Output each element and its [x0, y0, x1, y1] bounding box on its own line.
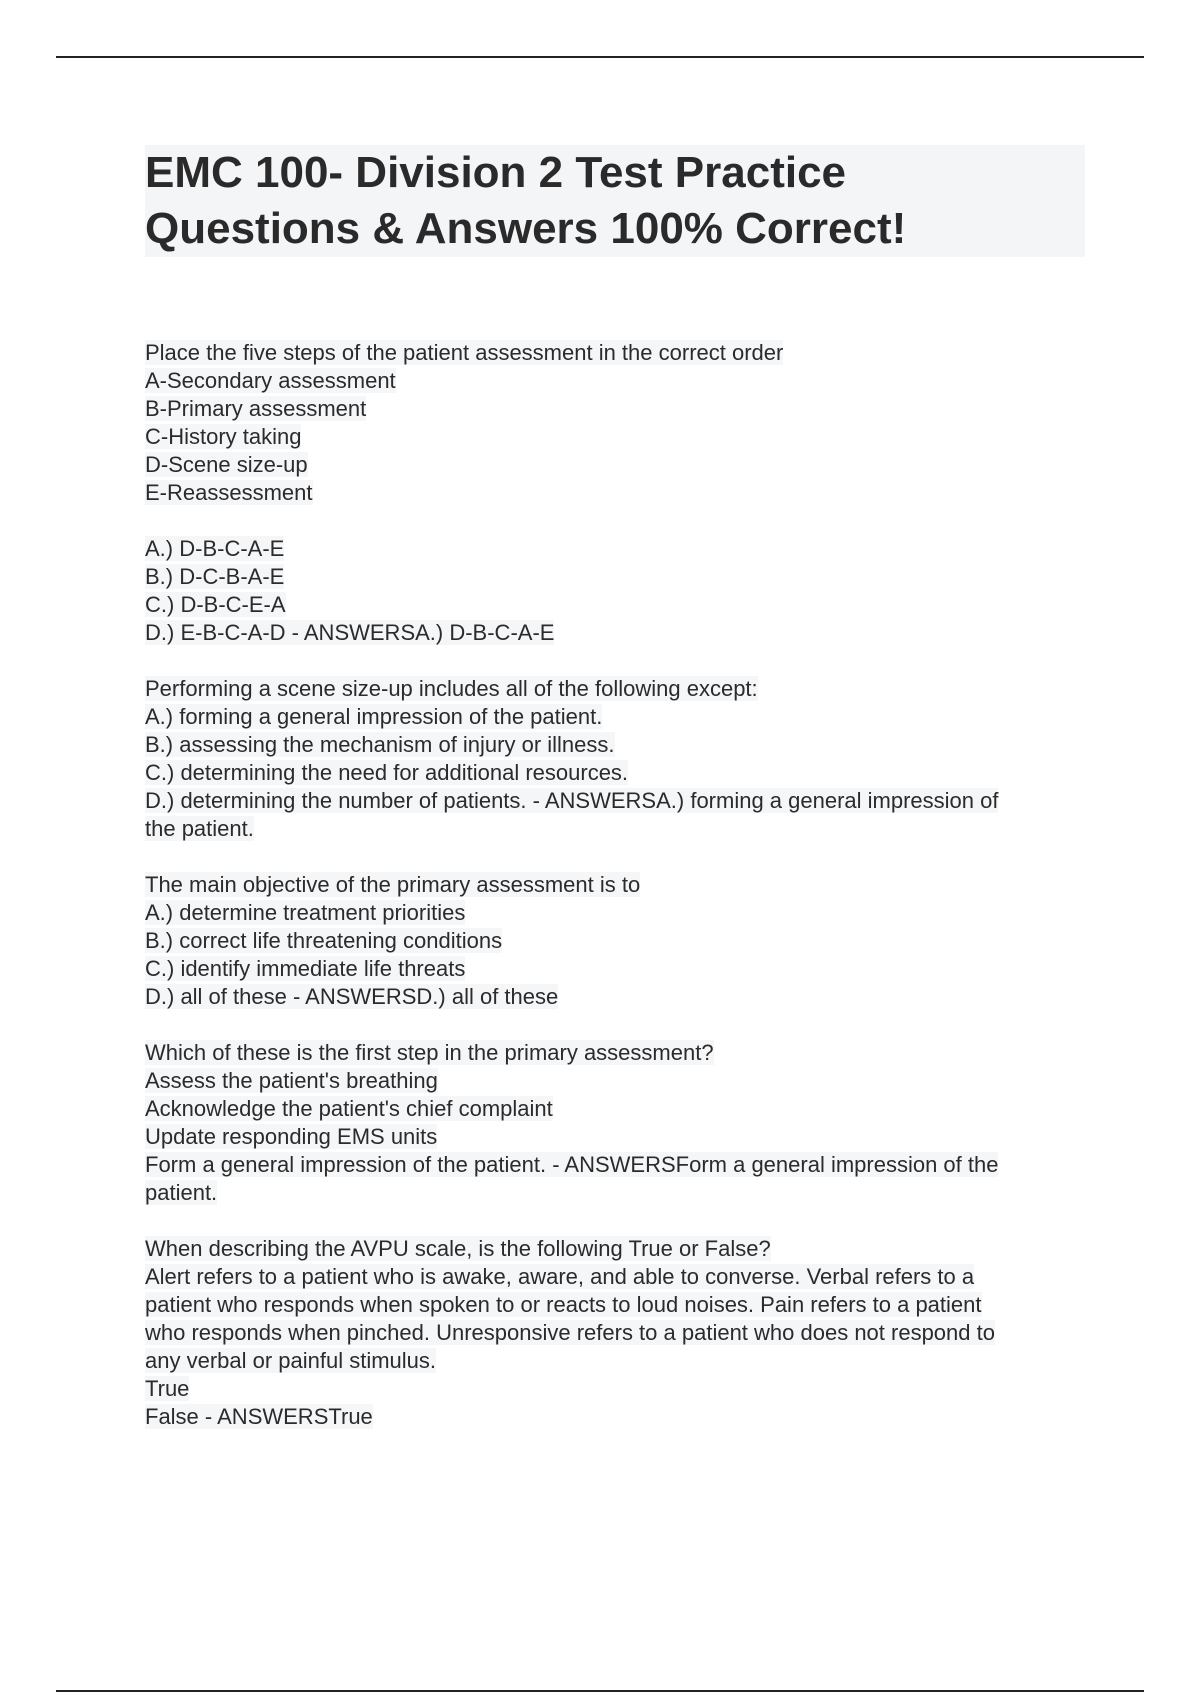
question-line: A-Secondary assessment — [145, 368, 396, 393]
question-block-2 — [145, 675, 1085, 843]
question-line: E-Reassessment — [145, 480, 313, 505]
title-line: EMC 100- Division 2 Test Practice — [145, 148, 847, 197]
question-block-1 — [145, 339, 1085, 507]
question-text: Which of these is the first step in the primary assessment? — [145, 1040, 714, 1065]
question-block-4 — [145, 1039, 1085, 1207]
question-text: Performing a scene size-up includes all of the following except: — [145, 676, 758, 701]
option-line: A.) determine treatment priorities — [145, 900, 466, 925]
question-line: D-Scene size-up — [145, 452, 308, 477]
option-line: A.) D-B-C-A-E — [145, 536, 285, 561]
answer-line: Form a general impression of the patient. - ANSWERSForm a general impression of the — [145, 1152, 999, 1177]
answer-line: patient. — [145, 1180, 218, 1205]
question-text: The main objective of the primary assessment is to — [145, 872, 641, 897]
answer-options-1 — [145, 535, 1085, 647]
option-line: B.) D-C-B-A-E — [145, 564, 285, 589]
document-body — [145, 339, 1085, 1459]
question-block-3 — [145, 871, 1085, 1011]
question-line: patient who responds when spoken to or reacts to loud noises. Pain refers to a patient — [145, 1292, 982, 1317]
option-line: A.) forming a general impression of the patient. — [145, 704, 603, 729]
question-line: who responds when pinched. Unresponsive refers to a patient who does not respond to — [145, 1320, 995, 1345]
question-line: any verbal or painful stimulus. — [145, 1348, 437, 1373]
question-text: When describing the AVPU scale, is the following True or False? — [145, 1236, 771, 1261]
option-line: True — [145, 1376, 190, 1401]
answer-line: False - ANSWERSTrue — [145, 1404, 373, 1429]
option-line: C.) identify immediate life threats — [145, 956, 466, 981]
option-line: Assess the patient's breathing — [145, 1068, 438, 1093]
option-line: Update responding EMS units — [145, 1124, 438, 1149]
question-line: B-Primary assessment — [145, 396, 367, 421]
question-line: Alert refers to a patient who is awake, aware, and able to converse. Verbal refers to a — [145, 1264, 975, 1289]
option-line: B.) correct life threatening conditions — [145, 928, 503, 953]
top-rule — [56, 56, 1144, 58]
answer-line: D.) E-B-C-A-D - ANSWERSA.) D-B-C-A-E — [145, 620, 555, 645]
question-line: C-History taking — [145, 424, 302, 449]
option-line: C.) determining the need for additional resources. — [145, 760, 629, 785]
option-line: C.) D-B-C-E-A — [145, 592, 286, 617]
answer-line: D.) all of these - ANSWERSD.) all of these — [145, 984, 559, 1009]
document-title — [145, 145, 1085, 257]
title-line: Questions & Answers 100% Correct! — [145, 204, 907, 253]
answer-line: the patient. — [145, 816, 254, 841]
question-text: Place the five steps of the patient assessment in the correct order — [145, 340, 784, 365]
option-line: Acknowledge the patient's chief complaint — [145, 1096, 553, 1121]
bottom-rule — [56, 1690, 1144, 1692]
answer-line: D.) determining the number of patients. - ANSWERSA.) forming a general impression of — [145, 788, 999, 813]
question-block-5 — [145, 1235, 1085, 1431]
option-line: B.) assessing the mechanism of injury or illness. — [145, 732, 615, 757]
